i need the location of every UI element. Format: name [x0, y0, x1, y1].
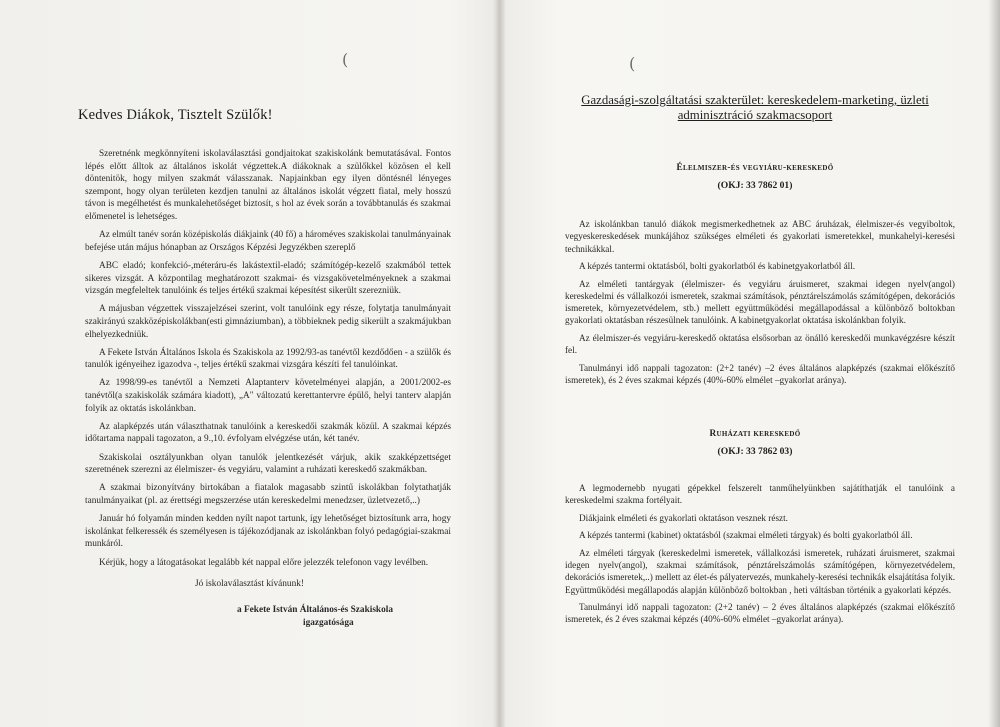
section-paragraph: A legmodernebb nyugati gépekkel felszerelt tanműhelyünkben sajátíthatják el tanulóink a kereskedelmi szakma fortélyait. [565, 483, 955, 506]
letter-paragraph: Az elmúlt tanév során középiskolás diákjaink (40 fő) a hároméves szakiskolai tanulmányainak befejése után május hónapban az Országos Képzési Jegyzékben szereplő [85, 230, 451, 253]
section-paragraph: Az iskolánkban tanuló diákok megismerkedhetnek az ABC áruházak, élelmiszer-és vegyiboltok, vegyeskereskedések munkájához szükséges elméleti és gyakorlati ismeretekkel, munkahelyi-keresési technikákkal. [565, 219, 955, 254]
left-page [0, 0, 495, 727]
closing-wish: Jó iskolaválasztást kívánunk! [195, 579, 304, 589]
section-paragraph: A képzés tantermi (kabinet) oktatásból (szakmai elméleti tárgyak) és bolti gyakorlatból áll. [579, 530, 913, 541]
section-body-food-chemical-merchant [565, 218, 955, 392]
letter-paragraph: Szeretnénk megkönnyíteni iskolaválasztási gondjaitokat szakiskolánk bemutatásával. Fontos lépés előtt álltok az általános iskolát végzettek.A diákoknak a szülőkkel közösen el kell döntenitök, hogy milyen szakmát válasszanak. Napjainkban egy ilyen döntésnél lényeges szempont, hogy olyan területen kezdjen tanulni az általános iskolát végzett fiatal, mely hosszú távon is megélhetést és munkalehetőséget biztosít, s hol az évek során a továbbtanulás és szakmai előmenetel is lehetséges. [85, 149, 451, 222]
letter-paragraph: Január hó folyamán minden kedden nyílt napot tartunk, így lehetőséget biztosítunk arra, hogy iskolánkat felkeressék és személyesen is tájékozódjanak az iskolánkban folyó pedagógiai-szakmai munkáról. [85, 514, 451, 550]
letter-paragraph: Az alapképzés után választhatnak tanulóink a kereskedői szakmák közül. A szakmai képzés időtartama nappali tagozaton, a 9.,10. évfolyam elvégzése után, két tanév. [85, 421, 451, 445]
section-paragraph: Az elméleti tantárgyak (élelmiszer- és vegyiáru áruismeret, szakmai idegen nyelv(angol) kereskedelmi és vállalkozói ismeretek, szakmai számítások, pénztárelszámolás számítógépen, dekorációs ismeretek, környezetvédelem, stb.) mellett együttműködési megállapodással a különböző boltokban gyakorlati oktatásban részesülnek tanulóink. A kabinetgyakorlat oktatása iskolánkban folyik. [565, 278, 955, 326]
section-title-food-chemical-merchant: Élelmiszer-és vegyiáru-kereskedő [676, 163, 834, 173]
letter-paragraph: ABC eladó; konfekció-,méteráru-és lakástextil-eladó; számítógép-kezelő szakmából tettek sikeres vizsgát. A központilag meghatározott szakmai- és vizsgakövetelményeknek a szakmai vizsgán megfeleltek tanulóink és teljes értékű szakmai képesítést sikerült szerezniük. [85, 260, 451, 297]
letter-paragraph: A szakmai bizonyítvány birtokában a fiatalok magasabb szintű iskolákban folytathatják tanulmányaikat (pl. az érettségi megszerzése után kereskedelmi menedzser, üzletvezető,..) [85, 483, 451, 506]
punch-hole-mark: ( [629, 54, 636, 73]
section-code-okj: (OKJ: 33 7862 03) [717, 446, 793, 457]
greeting-heading: Kedves Diákok, Tisztelt Szülők! [78, 107, 273, 123]
section-paragraph: Diákjaink elméleti és gyakorlati oktatáson vesznek részt. [579, 512, 788, 523]
letter-paragraph: A májusban végzettek visszajelzései szerint, volt tanulóink egy része, folytatja tanulmányait szakirányú szakközépiskolákban(esti gimnáziumban), a többieknek pedig sikerült a szakmájukban elhelyezkedniük. [85, 304, 451, 340]
signature-school-name: a Fekete István Általános-és Szakiskola [237, 605, 393, 615]
section-title-clothing-merchant: Ruházati kereskedő [709, 429, 801, 439]
section-paragraph: A képzés tantermi oktatásból, bolti gyakorlatból és kabinetgyakorlatból áll. [579, 261, 856, 272]
section-paragraph: Tanulmányi idő nappali tagozaton: (2+2 tanév) –2 éves általános alapképzés (szakmai előkészítő ismeretek), és 2 éves szakmai képzés (40%-60% elmélet –gyakorlat aránya). [565, 362, 955, 386]
letter-closing [85, 578, 451, 630]
section-code-okj: (OKJ: 33 7862 01) [717, 180, 793, 191]
section-paragraph: Az elméleti tárgyak (kereskedelmi ismeretek, vállalkozási ismeretek, ruházati áruismeret, szakmai idegen nyelv(angol), szakmai számítások, pénztárelszámolás számítógépen, környezetvédelem, dekorációs ismeretek,..) mellett az élet-és pályatervezés, munkahely-keresési technikák elsajátítása folyik. Együttműködési megállapodás alapján különböző boltokban , heti váltásban történik a gyakorlati képzés. [565, 547, 955, 595]
section-paragraph: Az élelmiszer-és vegyiáru-kereskedő oktatása elsősorban az önálló kereskedői munkavégzésre készít fel. [565, 332, 955, 356]
punch-hole-mark: ( [342, 50, 349, 69]
right-page [505, 0, 1000, 727]
letter-body [85, 148, 451, 575]
section-body-clothing-merchant [565, 482, 955, 631]
signature-directorate: igazgatósága [303, 618, 354, 628]
letter-paragraph: Kérjük, hogy a látogatásokat legalább két nappal előre jelezzék telefonon vagy levélben. [99, 557, 429, 568]
section-paragraph: Tanulmányi idő nappali tagozaton: (2+2 tanév) – 2 éves általános alapképzés (szakmai előkészítő ismeretek, és 2 éves szakmai képzés (40%-60% elmélet –gyakorlat aránya). [565, 602, 955, 625]
letter-paragraph: Az 1998/99-es tanévtől a Nemzeti Alaptanterv követelményei alapján, a 2001/2002-es tanévtől(a szakiskolák számára kiadott), „A" változatú kerettantervre épülő, helyi tanterv alapján folyik az oktatás iskolánkban. [85, 378, 451, 414]
letter-paragraph: A Fekete István Általános Iskola és Szakiskola az 1992/93-as tanévtől kezdődően - a szülők és tanulók igényeihez igazodva -, teljes értékű szakmai vizsgára készíti fel tanulóinkat. [85, 347, 451, 371]
letter-paragraph: Szakiskolai osztályunkban olyan tanulók jelentkezését várjuk, akik szakképzettséget szeretnének szerezni az élelmiszer- és vegyiáru, valamint a ruházati kereskedő szakmákban. [85, 452, 451, 476]
page-title: Gazdasági-szolgáltatási szakterület: kereskedelem-marketing, üzleti adminisztráció szakmacsoport [581, 93, 929, 122]
